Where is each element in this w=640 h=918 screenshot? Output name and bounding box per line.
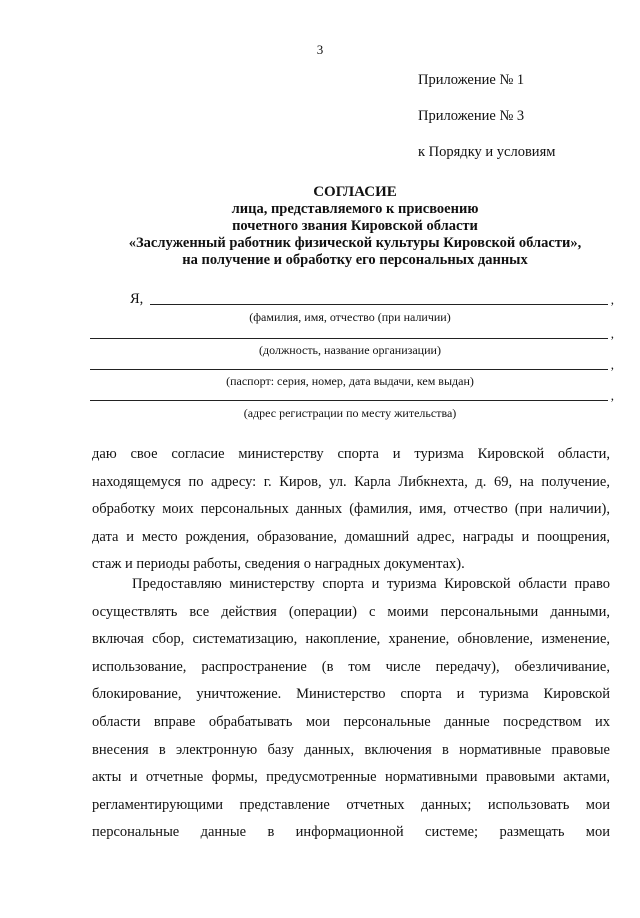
position-underline [90, 338, 608, 339]
position-field[interactable] [90, 322, 614, 342]
consent-paragraph-2 [92, 571, 610, 847]
title-line-2: лица, представляемого к присвоению [231, 201, 479, 217]
appendix-line-1: Приложение № 1 [418, 72, 525, 88]
paragraph-2-line: внесения в электронную базу данных, включения в нормативные правовые [92, 741, 610, 758]
appendix-line-2: Приложение № 3 [418, 108, 525, 124]
title-line-5: на получение и обработку его персональных данных [182, 252, 528, 268]
paragraph-1-line: даю свое согласие министерству спорта и туризма Кировской области, [92, 446, 610, 462]
title-line-3: почетного звания Кировской области [232, 218, 478, 234]
paragraph-1-line: стаж и периоды работы, сведения о наградных документах). [92, 556, 465, 573]
passport-field[interactable] [90, 353, 614, 373]
name-caption: (фамилия, имя, отчество (при наличии) [249, 310, 451, 324]
paragraph-2-line: персональные данные в информационной системе; размещать мои [92, 824, 610, 841]
name-prefix: Я, [130, 291, 144, 307]
paragraph-2-line: использование, распространение (в том числе передачу), обезличивание, [92, 658, 610, 675]
page-number: 3 [316, 42, 324, 57]
position-caption: (должность, название организации) [259, 343, 441, 357]
paragraph-2-line: области вправе обрабатывать мои персональные данные посредством их [92, 713, 610, 730]
consent-paragraph-1 [92, 441, 610, 579]
paragraph-2-line: включая сбор, систематизацию, накопление, хранение, обновление, изменение, [92, 631, 610, 648]
paragraph-2-line: акты и отчетные формы, предусмотренные нормативными правовыми актами, [92, 769, 610, 786]
title-line-4: «Заслуженный работник физической культуры Кировской области», [128, 235, 582, 251]
paragraph-2-line: блокирование, уничтожение. Министерство спорта и туризма Кировской [92, 686, 610, 703]
name-comma: , [610, 292, 614, 307]
position-comma: , [610, 326, 614, 341]
title-heading: СОГЛАСИЕ [313, 184, 397, 200]
passport-caption: (паспорт: серия, номер, дата выдачи, кем выдан) [226, 374, 474, 388]
address-underline [90, 400, 608, 401]
document-title [60, 184, 640, 269]
paragraph-1-line: находящемуся по адресу: г. Киров, ул. Карла Либкнехта, д. 69, на получение, [92, 473, 610, 490]
address-comma: , [610, 388, 614, 403]
paragraph-2-line: Предоставляю министерству спорта и туризма Кировской области право [132, 576, 610, 592]
name-underline [150, 304, 608, 305]
paragraph-1-line: обработку моих персональных данных (фамилия, имя, отчество (при наличии), [92, 501, 610, 518]
address-caption: (адрес регистрации по месту жительства) [243, 406, 457, 420]
paragraph-1-line: дата и место рождения, образование, домашний адрес, награды и поощрения, [92, 528, 610, 545]
passport-underline [90, 369, 608, 370]
paragraph-2-line: регламентирующими представление отчетных данных; использовать мои [92, 796, 610, 813]
paragraph-2-line: осуществлять все действия (операции) с моими персональными данными, [92, 603, 610, 620]
name-field[interactable] [90, 288, 614, 308]
passport-comma: , [610, 357, 614, 372]
appendix-line-3: к Порядку и условиям [418, 144, 556, 160]
address-field[interactable] [90, 384, 614, 404]
